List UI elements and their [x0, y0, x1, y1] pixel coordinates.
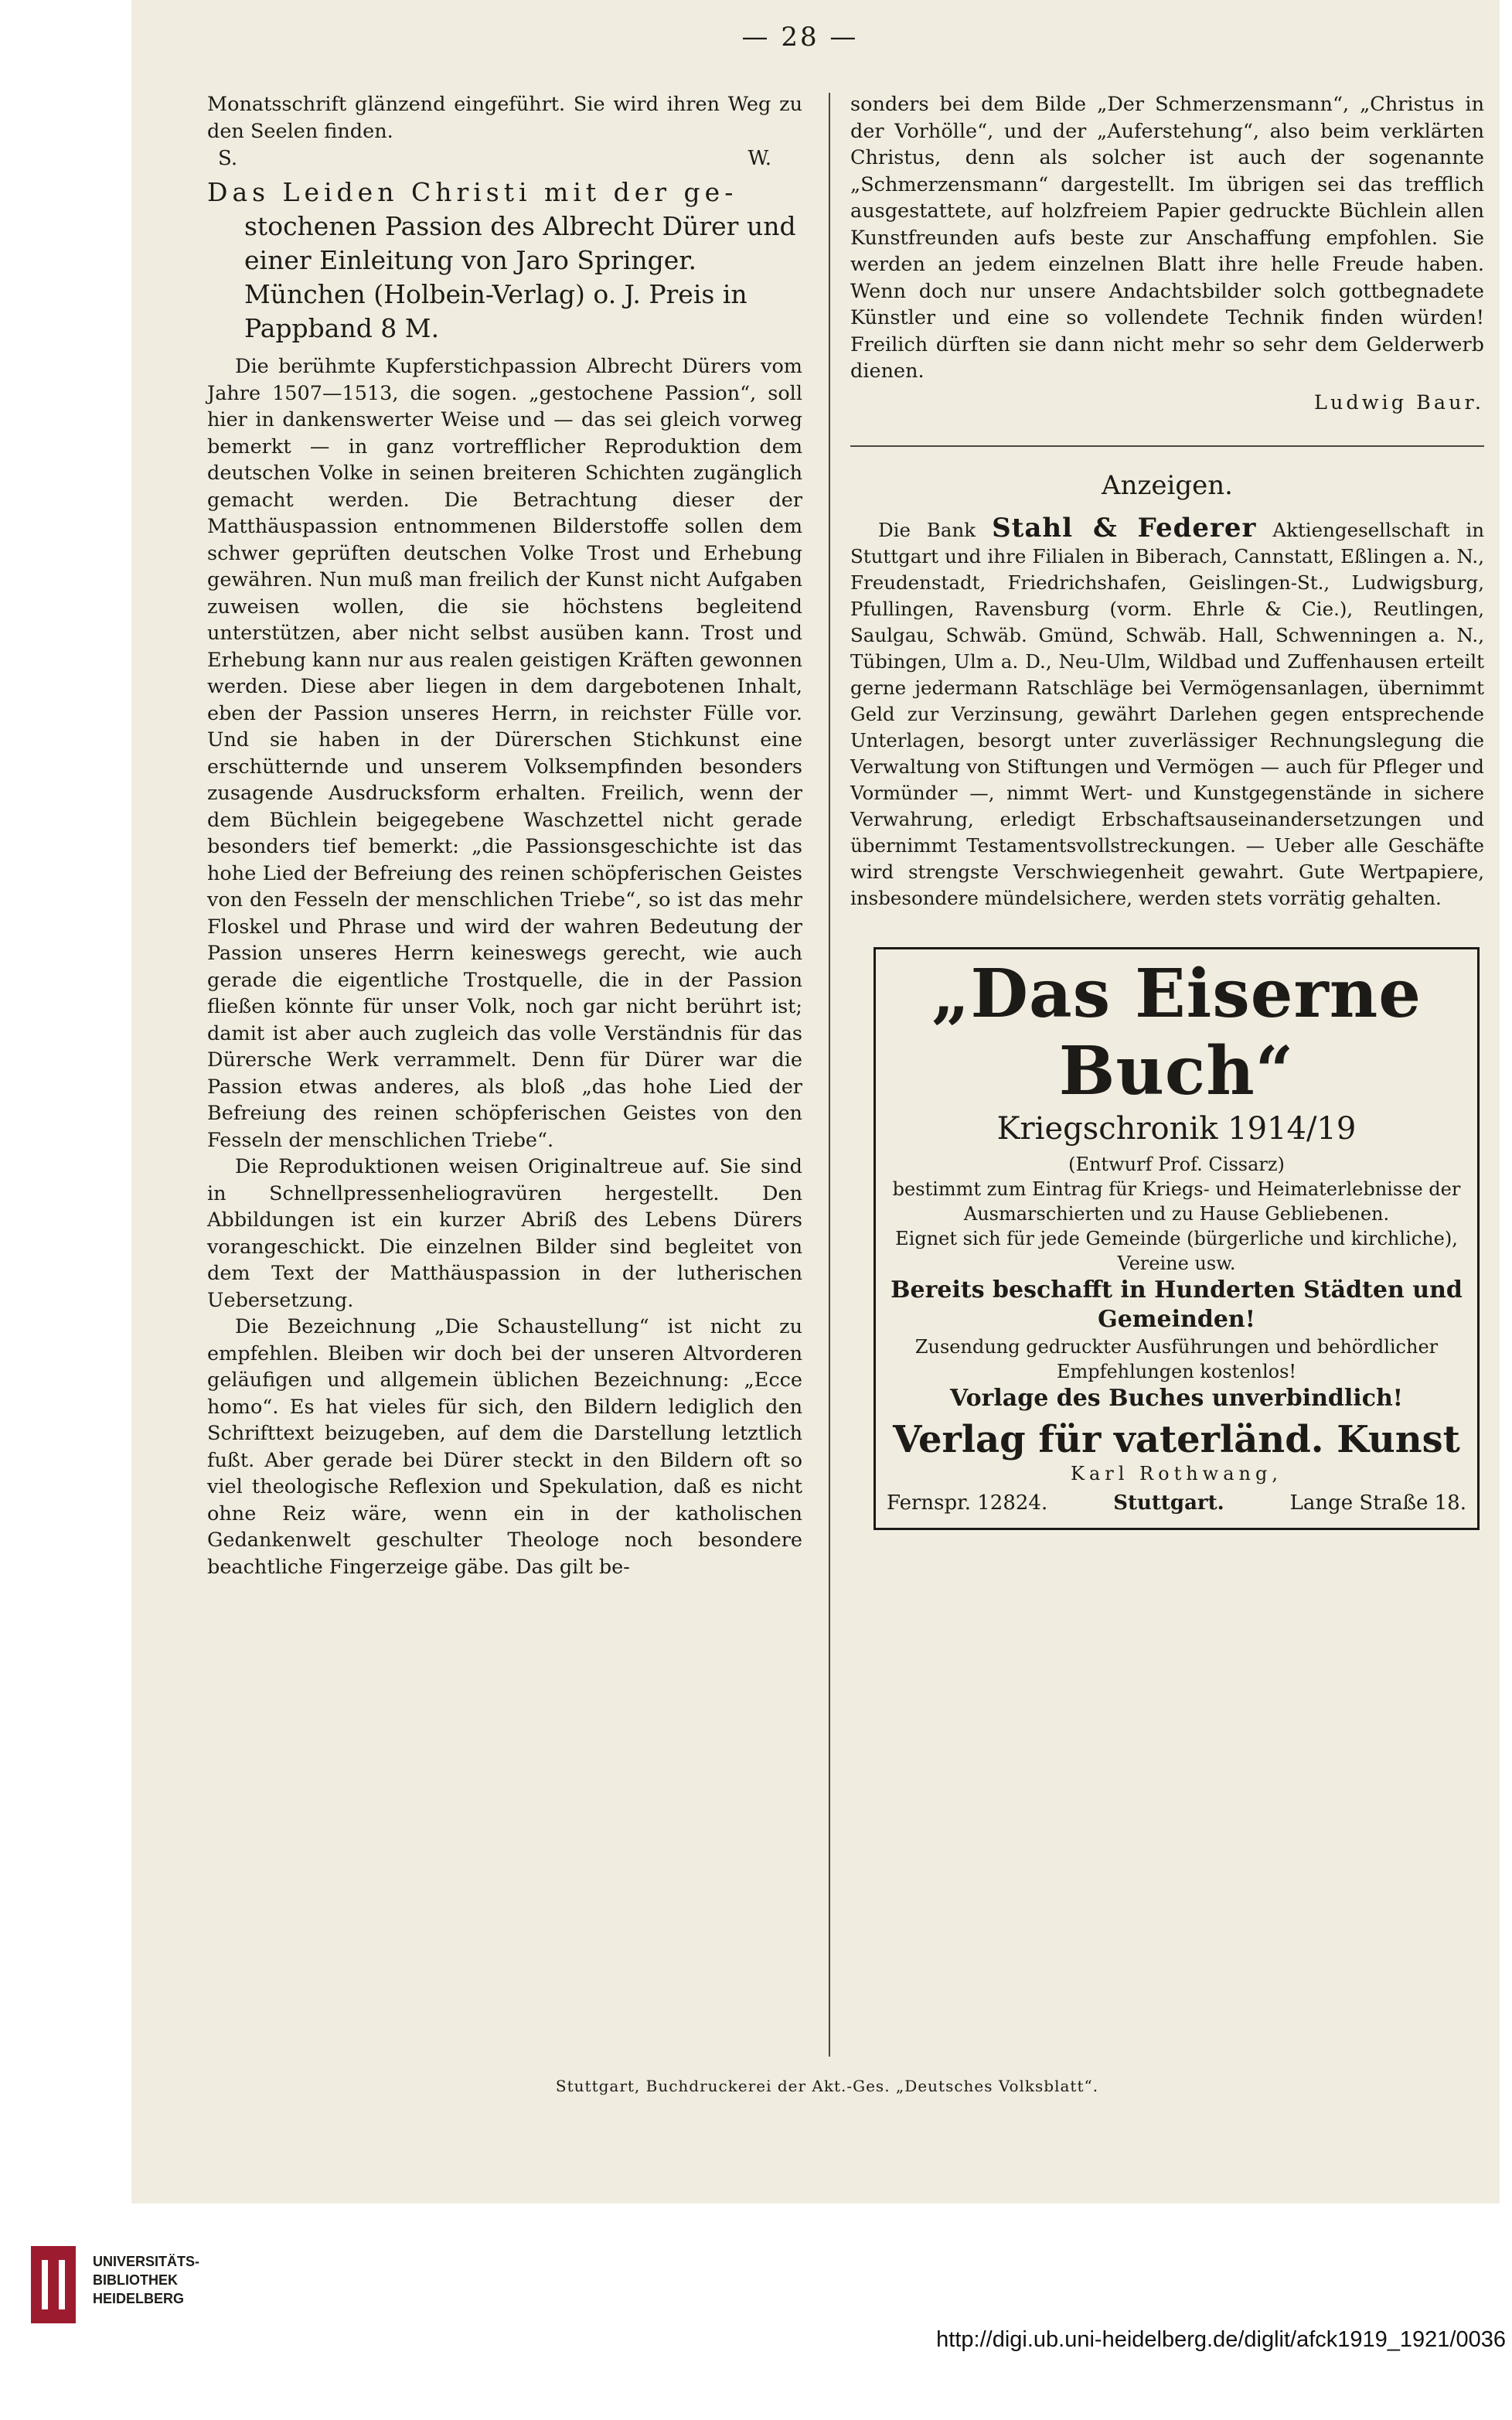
column-divider	[829, 93, 830, 2057]
bank-text: Aktiengesellschaft in Stuttgart und ihre Filialen in Biberach, Cannstatt, Eßlingen a. N., Freudenstadt, Friedrichshafen, Geislingen-St., Ludwigsburg, Pfullingen, Ravensburg (vorm. Ehrle & Cie.), Reutlingen, Saulgau, Schwäb. Gmünd, Schwäb. Hall, Schwenningen a. N., Tübingen, Ulm a. D., Neu-Ulm, Wildbad und Zuffenhausen erteilt gerne jedermann Ratschläge bei Vermögensanlagen, übernimmt Geld zur Verzinsung, gewährt Darlehen gegen entsprechende Unterlagen, besorgt unter zuverlässiger Rechnungslegung die Verwaltung von Stiftungen und Vermögen — auch für Pfleger und Vormünder —, nimmt Wert- und Kunstgegenstände in sichere Verwahrung, erledigt Erbschaftsauseinandersetzungen und übernimmt Testamentsvollstreckungen. — Ueber alle Geschäfte wird strengste Verschwiegenheit gewahrt. Gute Wertpapiere, insbesondere mündelsichere, werden stets vorrätig gehalten.	[850, 519, 1484, 909]
library-name-line-3: HEIDELBERG	[93, 2291, 185, 2306]
ad-contact-line	[887, 1489, 1466, 1517]
ad-present: Vorlage des Buches unverbindlich!	[950, 1385, 1403, 1412]
bank-name: Stahl & Federer	[992, 513, 1257, 544]
section-rule	[850, 445, 1484, 447]
intro-paragraph: Monatsschrift glänzend eingeführt. Sie wird ihren Weg zu den Seelen finden.	[207, 93, 802, 143]
ad-subtitle: Kriegschronik 1914/19	[996, 1111, 1357, 1147]
book-title	[207, 176, 802, 346]
review-continuation: sonders bei dem Bilde „Der Schmerzensmann“, „Christus in der Vorhölle“, und der „Auferstehung“, also beim verklärten Christus, denn als solcher ist auch der sogenannte „Schmerzensmann“ dargestellt. Im übrigen sei das trefflich ausgestattete, auf holzfreiem Papier gedruckte Büchlein allen Kunstfreunden aufs beste zur Anschaffung empfohlen. Sie werden an jedem einzelnen Blatt ihre helle Freude haben. Wenn doch nur unsere Andachtsbilder solch gottbegnadete Künstler und eine so vollendete Technik finden würden! Freilich dürften sie dann nicht mehr so sehr dem Gelderwerb dienen.	[850, 93, 1484, 383]
library-logo	[31, 2246, 199, 2323]
bank-advertisement	[850, 515, 1484, 912]
source-url[interactable]: http://digi.ub.uni-heidelberg.de/diglit/afck1919_1921/0036	[936, 2327, 1506, 2352]
library-shield-icon	[31, 2246, 76, 2323]
bank-intro: Die Bank	[878, 519, 976, 541]
ad-already: Bereits beschafft in Hunderten Städten und Gemeinden!	[891, 1276, 1463, 1333]
review-paragraph-1: Die berühmte Kupferstichpassion Albrecht Dürers vom Jahre 1507—1513, die sogen. „gestochene Passion“, soll hier in dankenswerter Weise und — das sei gleich vorweg bemerkt — in ganz vortrefflicher Reproduktion dem deutschen Volke in seinen breiteren Schichten zugänglich gemacht werden. Die Betrachtung dieser der Matthäuspassion entnommenen Bilderstoffe sollen dem schwer geprüften deutschen Volke Trost und Erhebung gewähren. Nun muß man freilich der Kunst nicht Aufgaben zuweisen wollen, die sie höchstens begleitend unterstützen, aber nicht selbst ausüben kann. Trost und Erhebung kann nur aus realen geistigen Kräften gewonnen werden. Diese aber liegen in dem dargebotenen Inhalt, eben der Passion unseres Herrn, in reichster Fülle vor. Und sie haben in der Dürerschen Stichkunst eine erschütternde und unserem Volksempfinden besonders zusagende Ausdrucksform erhalten. Freilich, wenn der dem Büchlein beigegebene Waschzettel nicht gerade besonders tief bemerkt: „die Passionsgeschichte ist das hohe Lied der Befreiung des reinen schöpferischen Geistes von den Fesseln der menschlichen Triebe“, so ist das mehr Floskel und Phrase und wird der wahren Bedeutung der Passion unseres Herrn keineswegs gerecht, wie auch gerade die eigentliche Trostquelle, die in der Passion fließen könnte für unser Volk, noch gar nicht berührt ist; damit ist aber auch zugleich das volle Verständnis für das Dürersche Werk verrammelt. Denn für Dürer war die Passion etwas anderes, als bloß „das hohe Lied der Befreiung des reinen schöpferischen Geistes von den Fesseln der menschlichen Triebe“.	[207, 355, 802, 1152]
review-paragraph-3: Die Bezeichnung „Die Schaustellung“ ist nicht zu empfehlen. Bleiben wir doch bei der unseren Altvorderen geläufigen und allgemein üblichen Bezeichnung: „Ecce homo“. Es hat vieles für sich, den Bildern lediglich den Schrifttext beizugeben, auf dem die Darstellung letztlich fußt. Aber gerade bei Dürer steckt in den Bildern oft so viel theologische Reflexion und Spekulation, daß es nicht ohne Reiz wäre, wenn ein in der katholischen Gedankenwelt geschulter Theologe noch besondere beachtliche Fingerzeige gäbe. Das gilt be-	[207, 1315, 802, 1579]
ad-city: Stuttgart.	[1113, 1491, 1224, 1515]
ad-title: „Das Eiserne Buch“	[931, 955, 1422, 1110]
library-name	[93, 2252, 199, 2308]
review-paragraph-2: Die Reproduktionen weisen Originaltreue auf. Sie sind in Schnellpressenheliogravüren hergestellt. Den Abbildungen ist ein kurzer Abriß des Lebens Dürers vorangeschickt. Die einzelnen Bilder sind begleitet von dem Text der Matthäuspassion in der lutherischen Uebersetzung.	[207, 1155, 802, 1312]
left-column	[207, 91, 802, 1580]
ad-suitable: Eignet sich für jede Gemeinde (bürgerliche und kirchliche), Vereine usw.	[895, 1228, 1458, 1274]
book-title-line-1: Das Leiden Christi mit der ge-	[207, 177, 738, 207]
eiserne-buch-advertisement	[873, 947, 1480, 1530]
ads-heading: Anzeigen.	[1102, 470, 1233, 501]
review-author: Ludwig Baur.	[1314, 390, 1484, 414]
ad-publisher: Verlag für vaterländ. Kunst	[893, 1418, 1460, 1461]
ad-phone: Fernspr. 12824.	[887, 1491, 1048, 1515]
ad-design-credit: (Entwurf Prof. Cissarz)	[1068, 1154, 1285, 1175]
library-name-line-1: UNIVERSITÄTS-	[93, 2254, 200, 2269]
library-name-line-2: BIBLIOTHEK	[93, 2272, 178, 2288]
right-column	[850, 91, 1484, 1530]
signature-s: S.	[218, 147, 238, 170]
printer-imprint: Stuttgart, Buchdruckerei der Akt.-Ges. „Deutsches Volksblatt“.	[555, 2077, 1099, 2095]
ad-street: Lange Straße 18.	[1289, 1491, 1466, 1515]
page-number: — 28 —	[741, 22, 859, 53]
signature-line	[207, 145, 802, 172]
ad-purpose: bestimmt zum Eintrag für Kriegs- und Heimaterlebnisse der Ausmarschierten und zu Hause Gebliebenen.	[892, 1178, 1461, 1225]
book-title-line-2: stochenen Passion des Albrecht Dürer und einer Einleitung von Jaro Springer. München (Holbein-Verlag) o. J. Preis in Pappband 8 M.	[244, 211, 796, 343]
ad-send: Zusendung gedruckter Ausführungen und behördlicher Empfehlungen kostenlos!	[914, 1336, 1439, 1382]
signature-w: W.	[747, 147, 771, 170]
ad-owner: Karl Rothwang,	[1071, 1463, 1282, 1484]
